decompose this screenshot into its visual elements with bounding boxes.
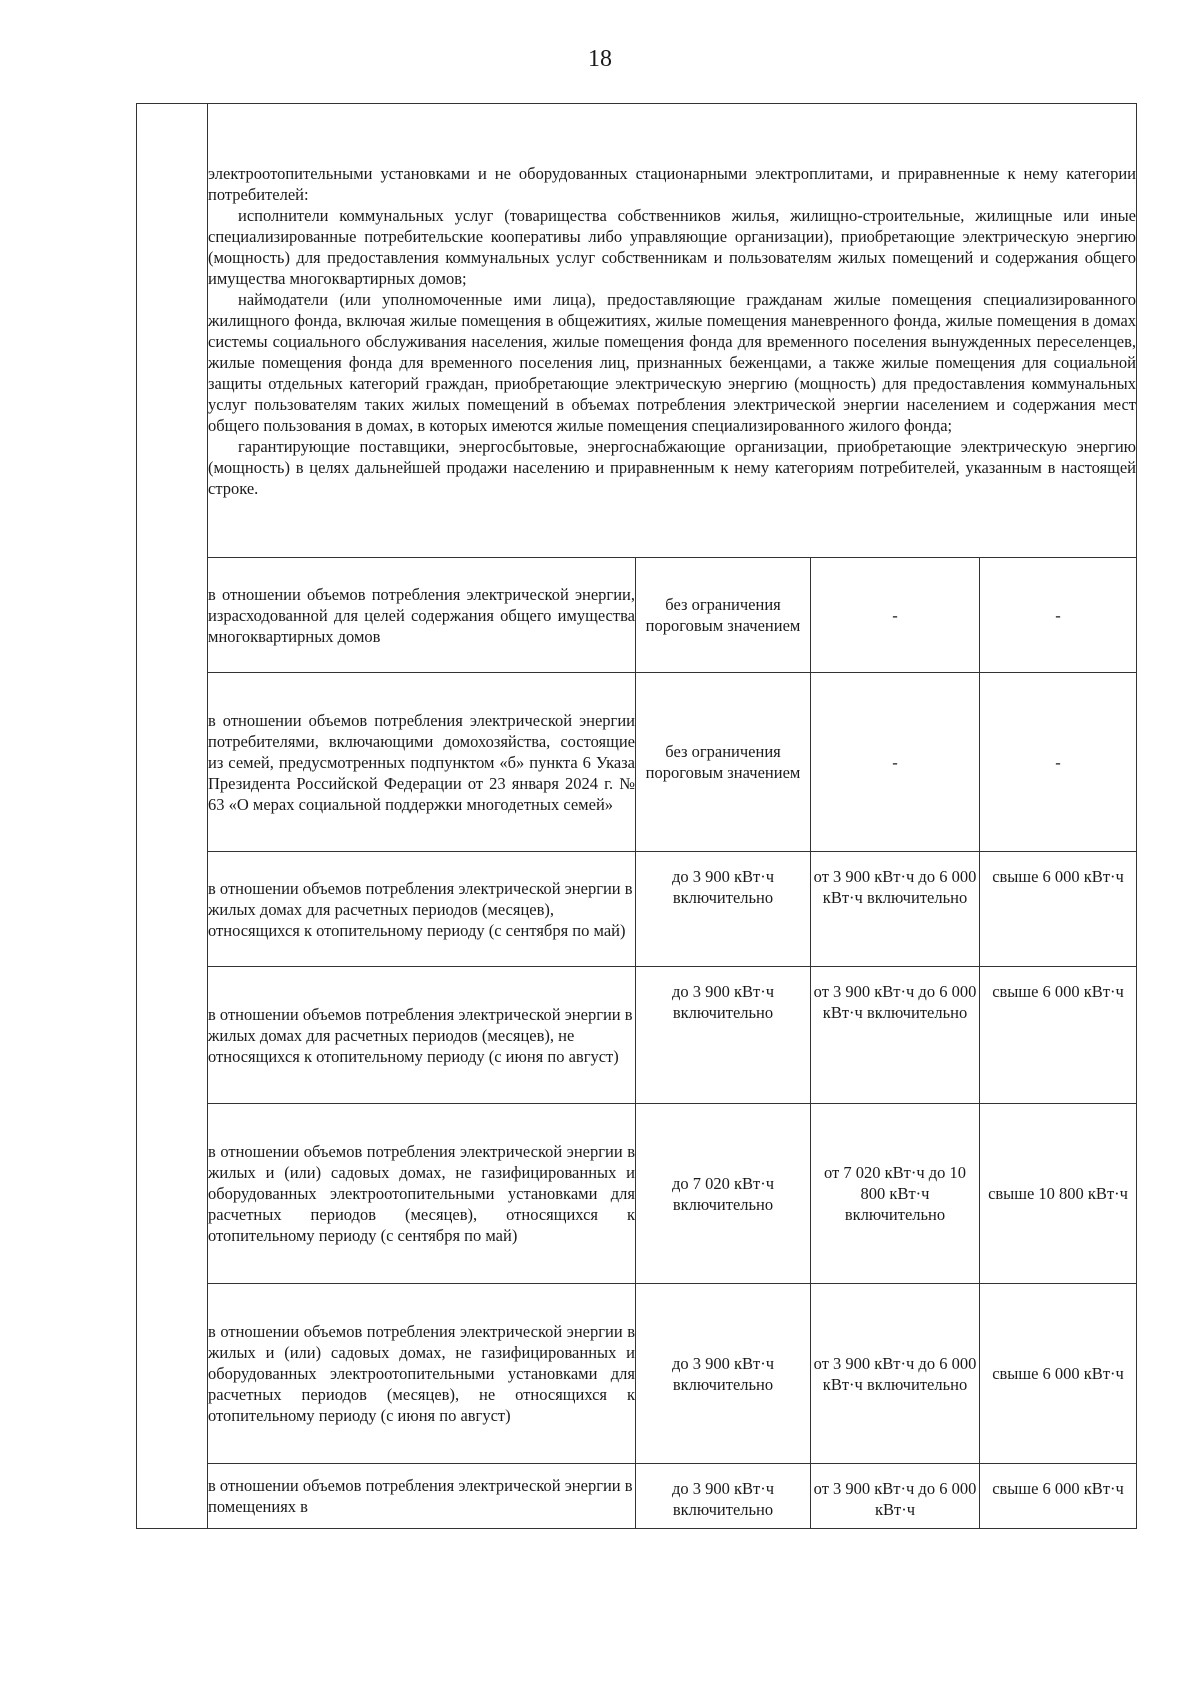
threshold-range-3: свыше 6 000 кВт·ч [980, 852, 1137, 967]
intro-row [137, 104, 1137, 558]
row-description: в отношении объемов потребления электрической энергии, израсходованной для целей содержания общего имущества многоквартирных домов [208, 558, 636, 673]
threshold-range-2: - [811, 673, 980, 852]
table-row [137, 1284, 1137, 1464]
row-description: в отношении объемов потребления электрической энергии в жилых домах для расчетных периодов (месяцев), не относящихся к отопительному периоду (с июня по август) [208, 967, 636, 1104]
intro-paragraph: гарантирующие поставщики, энергосбытовые, энергоснабжающие организации, приобретающие электрическую энергию (мощность) в целях дальнейшей продажи населению и приравненным к нему категориям потребителей, указанным в настоящей строке. [208, 436, 1137, 498]
threshold-range-3: - [980, 558, 1137, 673]
table-row [137, 1104, 1137, 1284]
threshold-range-3: - [980, 673, 1137, 852]
row-number-cell [137, 104, 208, 1529]
page-number: 18 [588, 46, 612, 72]
row-description: в отношении объемов потребления электрической энергии в жилых домах для расчетных периодов (месяцев), относящихся к отопительному периоду (с сентября по май) [208, 852, 636, 967]
threshold-range-1: до 3 900 кВт·ч включительно [636, 1284, 811, 1464]
intro-paragraph: исполнители коммунальных услуг (товарищества собственников жилья, жилищно-строительные, жилищные или иные специализированные потребительские кооперативы либо управляющие организации), приобретающие электрическую энергию (мощность) для предоставления коммунальных услуг собственникам и пользователям жилых помещений и содержания общего имущества многоквартирных домов; [208, 205, 1137, 288]
row-description: в отношении объемов потребления электрической энергии в помещениях в [208, 1464, 636, 1529]
threshold-range-1: без ограничения пороговым значением [636, 673, 811, 852]
threshold-range-2: от 3 900 кВт·ч до 6 000 кВт·ч включительно [811, 1284, 980, 1464]
row-description: в отношении объемов потребления электрической энергии в жилых и (или) садовых домах, не газифицированных и оборудованных электроотопительными установками для расчетных периодов (месяцев), не относящихся к отопительному периоду (с июня по август) [208, 1284, 636, 1464]
intro-cell [208, 104, 1137, 558]
threshold-range-1: до 7 020 кВт·ч включительно [636, 1104, 811, 1284]
row-description: в отношении объемов потребления электрической энергии в жилых и (или) садовых домах, не газифицированных и оборудованных электроотопительными установками для расчетных периодов (месяцев), относящихся к отопительному периоду (с сентября по май) [208, 1104, 636, 1284]
table-row [137, 1464, 1137, 1529]
threshold-range-3: свыше 6 000 кВт·ч [980, 967, 1137, 1104]
threshold-range-2: от 3 900 кВт·ч до 6 000 кВт·ч [811, 1464, 980, 1529]
threshold-range-1: до 3 900 кВт·ч включительно [636, 1464, 811, 1529]
threshold-range-3: свыше 10 800 кВт·ч [980, 1104, 1137, 1284]
row-description: в отношении объемов потребления электрической энергии потребителями, включающими домохозяйства, состоящие из семей, предусмотренных подпунктом «б» пункта 6 Указа Президента Российской Федерации от 23 января 2024 г. № 63 «О мерах социальной поддержки многодетных семей» [208, 673, 636, 852]
intro-paragraph: электроотопительными установками и не оборудованных стационарными электроплитами, и приравненные к нему категории потребителей: [208, 163, 1137, 204]
threshold-range-2: от 3 900 кВт·ч до 6 000 кВт·ч включительно [811, 852, 980, 967]
threshold-range-3: свыше 6 000 кВт·ч [980, 1284, 1137, 1464]
threshold-range-1: до 3 900 кВт·ч включительно [636, 852, 811, 967]
threshold-range-3: свыше 6 000 кВт·ч [980, 1464, 1137, 1529]
threshold-range-1: без ограничения пороговым значением [636, 558, 811, 673]
table-row [137, 967, 1137, 1104]
threshold-range-2: от 3 900 кВт·ч до 6 000 кВт·ч включительно [811, 967, 980, 1104]
threshold-range-1: до 3 900 кВт·ч включительно [636, 967, 811, 1104]
tariff-table [136, 103, 1137, 1529]
table-row [137, 558, 1137, 673]
table-row [137, 673, 1137, 852]
intro-paragraph: наймодатели (или уполномоченные ими лица), предоставляющие гражданам жилые помещения специализированного жилищного фонда, включая жилые помещения в общежитиях, жилые помещения маневренного фонда, жилые помещения в домах системы социального обслуживания населения, жилые помещения фонда для временного поселения вынужденных переселенцев, жилые помещения фонда для временного поселения лиц, признанных беженцами, а также жилые помещения для социальной защиты отдельных категорий граждан, приобретающие электрическую энергию (мощность) для предоставления коммунальных услуг пользователям таких жилых помещений в объемах потребления электрической энергии населением и содержания мест общего пользования в домах, в которых имеются жилые помещения специализированного жилого фонда; [208, 289, 1137, 435]
threshold-range-2: - [811, 558, 980, 673]
threshold-range-2: от 7 020 кВт·ч до 10 800 кВт·ч включительно [811, 1104, 980, 1284]
table-row [137, 852, 1137, 967]
